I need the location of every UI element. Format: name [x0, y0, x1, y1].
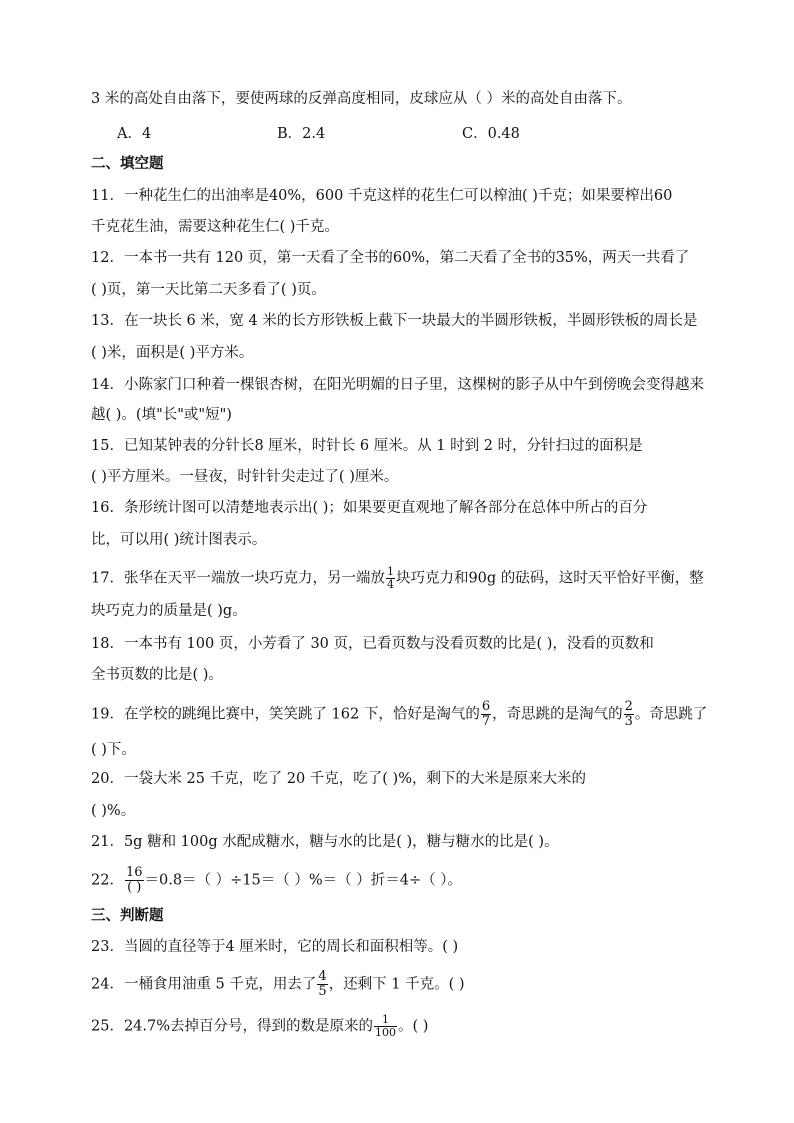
q16-text-line1: 16．条形统计图可以清楚地表示出( )；如果要更直观地了解各部分在总体中所占的百分 — [91, 500, 648, 516]
q19-fraction-2-numerator: 2 — [624, 699, 633, 714]
q15-text-line1: 15．已知某钟表的分针长8 厘米，时针长 6 厘米。从 1 时到 2 时，分针扫过的面积是 — [91, 438, 643, 454]
q17-text-before: 17．张华在天平一端放一块巧克力，另一端放 — [91, 570, 385, 587]
q18-text-line2: 全书页数的比是( )。 — [91, 667, 223, 683]
q15-text-line2: ( )平方厘米。一昼夜，时针针尖走过了( )厘米。 — [91, 469, 399, 485]
q25-text-before: 25．24.7%去掉百分号，得到的数是原来的 — [91, 1018, 374, 1035]
q14-text-line1: 14．小陈家门口种着一棵银杏树，在阳光明媚的日子里，这棵树的影子从中午到傍晚会变得越来 — [91, 377, 704, 393]
q24-text-after: ，还剩下 1 千克。( ) — [328, 976, 465, 993]
q18-text-line1: 18．一本书有 100 页，小芳看了 30 页，已看页数与没看页数的比是( )，没看的页数和 — [91, 636, 654, 652]
q22-prefix: 22． — [91, 872, 124, 889]
q25-text — [91, 1014, 428, 1039]
q10-option-a: A．4 — [117, 126, 152, 142]
q24-text — [91, 970, 465, 999]
q20-text-line1: 20．一袋大米 25 千克，吃了 20 千克，吃了( )%，剩下的大米是原来大米的 — [91, 771, 586, 787]
q17-text-after: 块巧克力和90g 的砝码，这时天平恰好平衡，整 — [395, 570, 704, 587]
q17-fraction — [386, 566, 395, 591]
q22-rest: ＝0.8＝（ ）÷15＝（ ）%＝（ ）折＝4÷（ ）。 — [144, 872, 462, 889]
q19-fraction-2 — [624, 700, 634, 729]
q24-fraction — [317, 970, 327, 999]
q11-text-line2: 千克花生油，需要这种花生仁( )千克。 — [91, 219, 339, 235]
q17-fraction-denominator: 4 — [386, 578, 394, 591]
q12-text-line2: ( )页，第一天比第二天多看了( )页。 — [91, 282, 326, 298]
section-heading-judge: 三、判断题 — [91, 908, 164, 924]
q25-text-after: 。( ) — [398, 1018, 429, 1035]
q19-fraction-2-denominator: 3 — [624, 714, 633, 729]
q10-option-b: B．2.4 — [277, 126, 326, 142]
q12-text-line1: 12．一本书一共有 120 页，第一天看了全书的60%，第二天看了全书的35%，两天一共看了 — [91, 250, 690, 266]
q22-fraction-numerator: 16 — [125, 865, 143, 880]
q24-fraction-denominator: 5 — [318, 984, 327, 999]
section-heading-fill: 二、填空题 — [91, 156, 164, 172]
q19-text-part3: 。奇思跳了 — [634, 706, 708, 723]
q19-fraction-1-numerator: 6 — [481, 699, 491, 714]
q20-text-line2: ( )%。 — [91, 803, 136, 819]
q23-text: 23．当圆的直径等于4 厘米时，它的周长和面积相等。( ) — [91, 939, 459, 955]
q22-fraction — [125, 866, 144, 895]
q22-text — [91, 866, 462, 895]
q19-text-line2: ( )下。 — [91, 742, 136, 758]
q17-text-line2: 块巧克力的质量是( )g。 — [91, 603, 247, 619]
q17-fraction-numerator: 1 — [386, 565, 394, 578]
q22-fraction-denominator: ( ) — [127, 880, 142, 895]
q19-fraction-1 — [481, 700, 491, 729]
q17-text-line1 — [91, 566, 704, 591]
q19-text-line1 — [91, 700, 707, 729]
q25-fraction-numerator: 1 — [374, 1014, 397, 1027]
q21-text: 21．5g 糖和 100g 水配成糖水，糖与水的比是( )，糖与糖水的比是( )。 — [91, 834, 559, 850]
q14-text-line2: 越( )。(填"长"或"短") — [91, 407, 232, 423]
q25-fraction-denominator: 100 — [375, 1026, 397, 1039]
q19-fraction-1-denominator: 7 — [481, 714, 491, 729]
q24-text-before: 24．一桶食用油重 5 千克，用去了 — [91, 976, 317, 993]
q13-text-line2: ( )米，面积是( )平方米。 — [91, 345, 254, 361]
q10-text: 3 米的高处自由落下，要使两球的反弹高度相同，皮球应从（ ）米的高处自由落下。 — [91, 91, 632, 107]
q16-text-line2: 比，可以用( )统计图表示。 — [91, 532, 267, 548]
q25-fraction — [374, 1014, 397, 1039]
q19-text-part2: ，奇思跳的是淘气的 — [492, 706, 623, 723]
q10-option-c: C．0.48 — [462, 126, 520, 142]
q19-text-part1: 19．在学校的跳绳比赛中，笑笑跳了 162 下，恰好是淘气的 — [91, 706, 480, 723]
q11-text-line1: 11．一种花生仁的出油率是40%，600 千克这样的花生仁可以榨油( )千克；如果要榨出60 — [91, 188, 673, 204]
q13-text-line1: 13．在一块长 6 米，宽 4 米的长方形铁板上截下一块最大的半圆形铁板，半圆形铁板的周长是 — [91, 313, 698, 329]
q24-fraction-numerator: 4 — [318, 969, 327, 984]
